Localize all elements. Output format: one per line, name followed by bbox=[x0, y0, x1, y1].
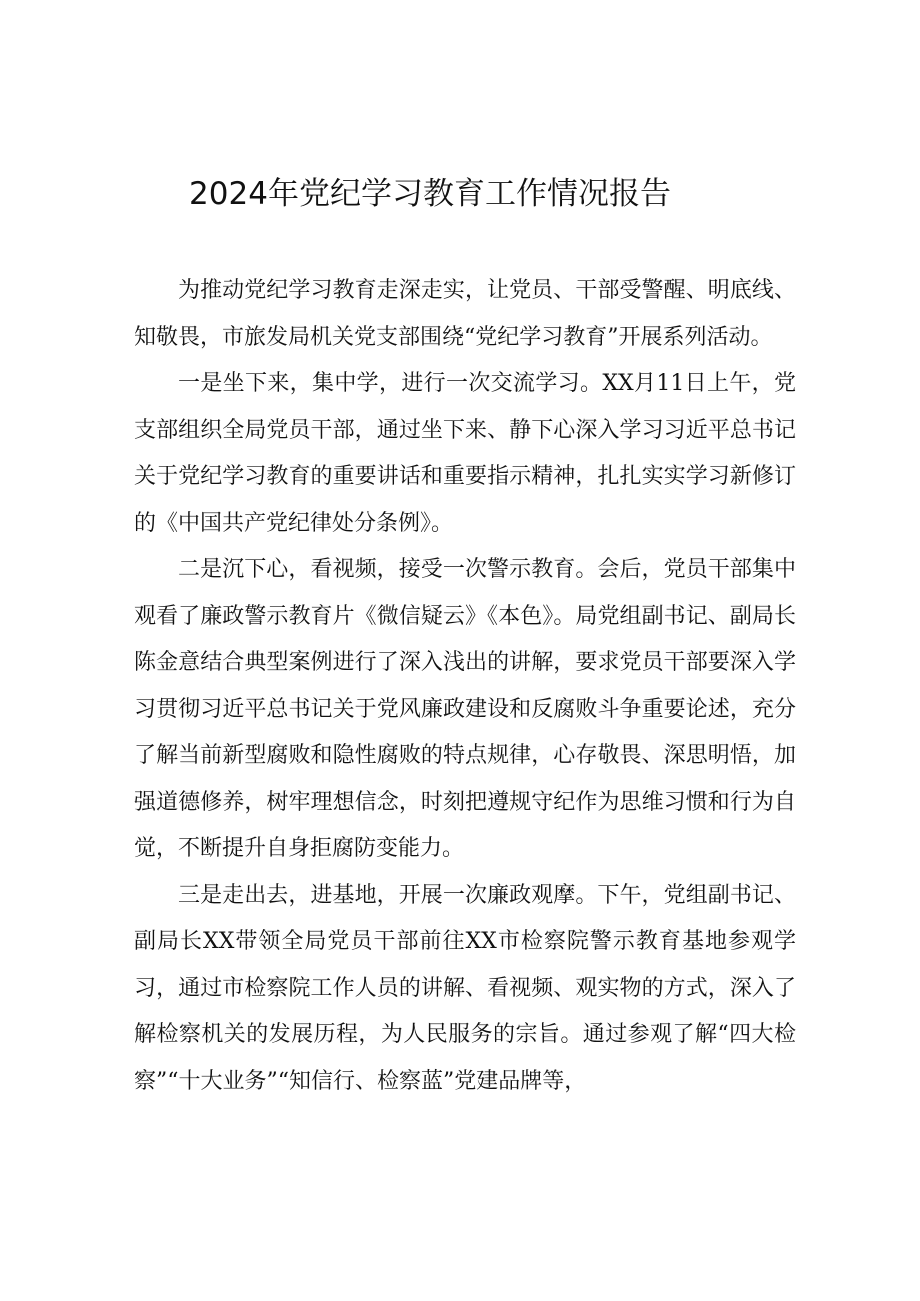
document-title: 2024年党纪学习教育工作情况报告 bbox=[189, 176, 671, 212]
paragraph-warning-education: 二是沉下心，看视频，接受一次警示教育。会后，党员干部集中观看了廉政警示教育片《微信疑云》《本色》。局党组副书记、副局长陈金意结合典型案例进行了深入浅出的讲解，要求党员干部要深入学习贯彻习近平总书记关于党风廉政建设和反腐败斗争重要论述，充分了解当前新型腐败和隐性腐败的特点规律，心存敬畏、深思明悟，加强道德修养，树牢理想信念，时刻把遵规守纪作为思维习惯和行为自觉，不断提升自身拒腐防变能力。 bbox=[134, 557, 796, 861]
paragraph-study: 一是坐下来，集中学，进行一次交流学习。XX月11日上午，党支部组织全局党员干部，通过坐下来、静下心深入学习习近平总书记关于党纪学习教育的重要讲话和重要指示精神，扎扎实实学习新修订的《中国共产党纪律处分条例》。 bbox=[134, 371, 796, 536]
document-body bbox=[134, 268, 796, 1105]
paragraph-intro: 为推动党纪学习教育走深走实，让党员、干部受警醒、明底线、知敬畏，市旅发局机关党支部围绕“党纪学习教育”开展系列活动。 bbox=[134, 278, 796, 350]
paragraph-site-visit: 三是走出去，进基地，开展一次廉政观摩。下午，党组副书记、副局长XX带领全局党员干部前往XX市检察院警示教育基地参观学习，通过市检察院工作人员的讲解、看视频、观实物的方式，深入了解检察机关的发展历程，为人民服务的宗旨。通过参观了解“四大检察”“十大业务”“知信行、检察蓝”党建品牌等， bbox=[134, 882, 796, 1094]
